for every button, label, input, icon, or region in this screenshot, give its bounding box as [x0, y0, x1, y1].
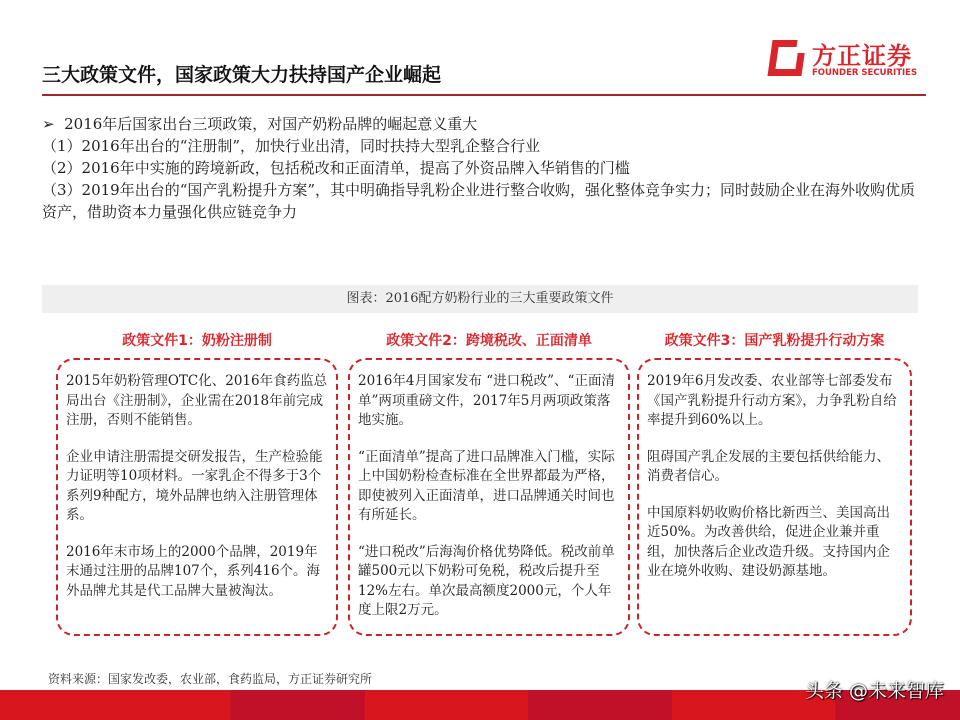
policy-paragraph: 中国原料奶收购价格比新西兰、美国高出近50%。为改善供给，促进企业兼并重组，加快落后企业改造升级。支持国内企业在境外收购、建设奶源基地。 [647, 504, 890, 579]
policy-column-2 [348, 330, 630, 636]
watermark: 头条 @未来智库 [804, 680, 944, 702]
summary-text [42, 113, 922, 223]
founder-logo [770, 38, 930, 82]
bullet-sub-3: （3）2019年出台的“国产乳粉提升方案”，其中明确指导乳粉企业进行整合收购，强化整体竞争实力；同时鼓励企业在海外收购优质资产，借助资本力量强化供应链竞争力 [42, 181, 916, 221]
policy-paragraph: 2019年6月发改委、农业部等七部委发布《国产乳粉提升行动方案》，力争乳粉自给率提升到60%以上。 [647, 373, 897, 428]
logo-cn: 方正证券 [812, 42, 912, 70]
policy-paragraph: 2016年末市场上的2000个品牌，2019年末通过注册的品牌107个，系列416个。海外品牌尤其是代工品牌大量被淘汰。 [66, 543, 321, 599]
policy-box [348, 358, 630, 636]
policy-paragraph: 2015年奶粉管理OTC化、2016年食药监总局出台《注册制》，企业需在2018年前完成注册，否则不能销售。 [66, 373, 328, 428]
bullet-sub-1: （1）2016年出台的“注册制”，加快行业出清，同时扶持大型乳企整合行业 [42, 137, 541, 155]
policy-paragraph: “进口税改”后海淘价格优势降低。税改前单罐500元以下奶粉可免税，税改后提升至12%左右。单次最高额度2000元，个人年度上限2万元。 [358, 543, 615, 618]
policy-paragraph: 企业申请注册需提交研发报告，生产检验能力证明等10项材料。一家乳企不得多于3个系列9种配方，境外品牌也纳入注册管理体系。 [66, 448, 323, 523]
policy-paragraph: “正面清单”提高了进口品牌准入门槛，实际上中国奶粉检查标准在全世界都最为严格，即使被列入正面清单，进口品牌通关时间也有所延长。 [358, 448, 615, 523]
source-note: 资料来源：国家发改委，农业部，食药监局，方正证券研究所 [48, 672, 373, 686]
title-divider [42, 94, 926, 96]
bullet-sub-2: （2）2016年中实施的跨境新政，包括税改和正面清单，提高了外资品牌入华销售的门槛 [42, 159, 630, 177]
policy-heading: 政策文件1：奶粉注册制 [122, 333, 272, 349]
bullet-arrow-icon: ➢ [42, 115, 55, 133]
bullet-text: 2016年后国家出台三项政策，对国产奶粉品牌的崛起意义重大 [64, 115, 478, 133]
logo-mark-icon [767, 40, 806, 76]
policy-column-1 [56, 330, 338, 636]
policy-heading: 政策文件3：国产乳粉提升行动方案 [664, 333, 885, 349]
figure-caption: 图表：2016配方奶粉行业的三大重要政策文件 [42, 285, 918, 313]
policy-paragraph: 2016年4月国家发布 “进口税改”、“正面清单”两项重磅文件，2017年5月两项政策落地实施。 [358, 373, 615, 428]
page-title: 三大政策文件，国家政策大力扶持国产企业崛起 [42, 64, 442, 86]
policy-column-3 [637, 330, 912, 636]
policy-paragraph: 阻碍国产乳企发展的主要包括供给能力、消费者信心。 [647, 448, 890, 484]
policy-box [56, 358, 338, 636]
policy-box [637, 358, 912, 636]
bullet-main [42, 113, 922, 135]
logo-en: FOUNDER SECURITIES [812, 68, 918, 78]
policy-heading: 政策文件2：跨境税改、正面清单 [386, 333, 592, 349]
